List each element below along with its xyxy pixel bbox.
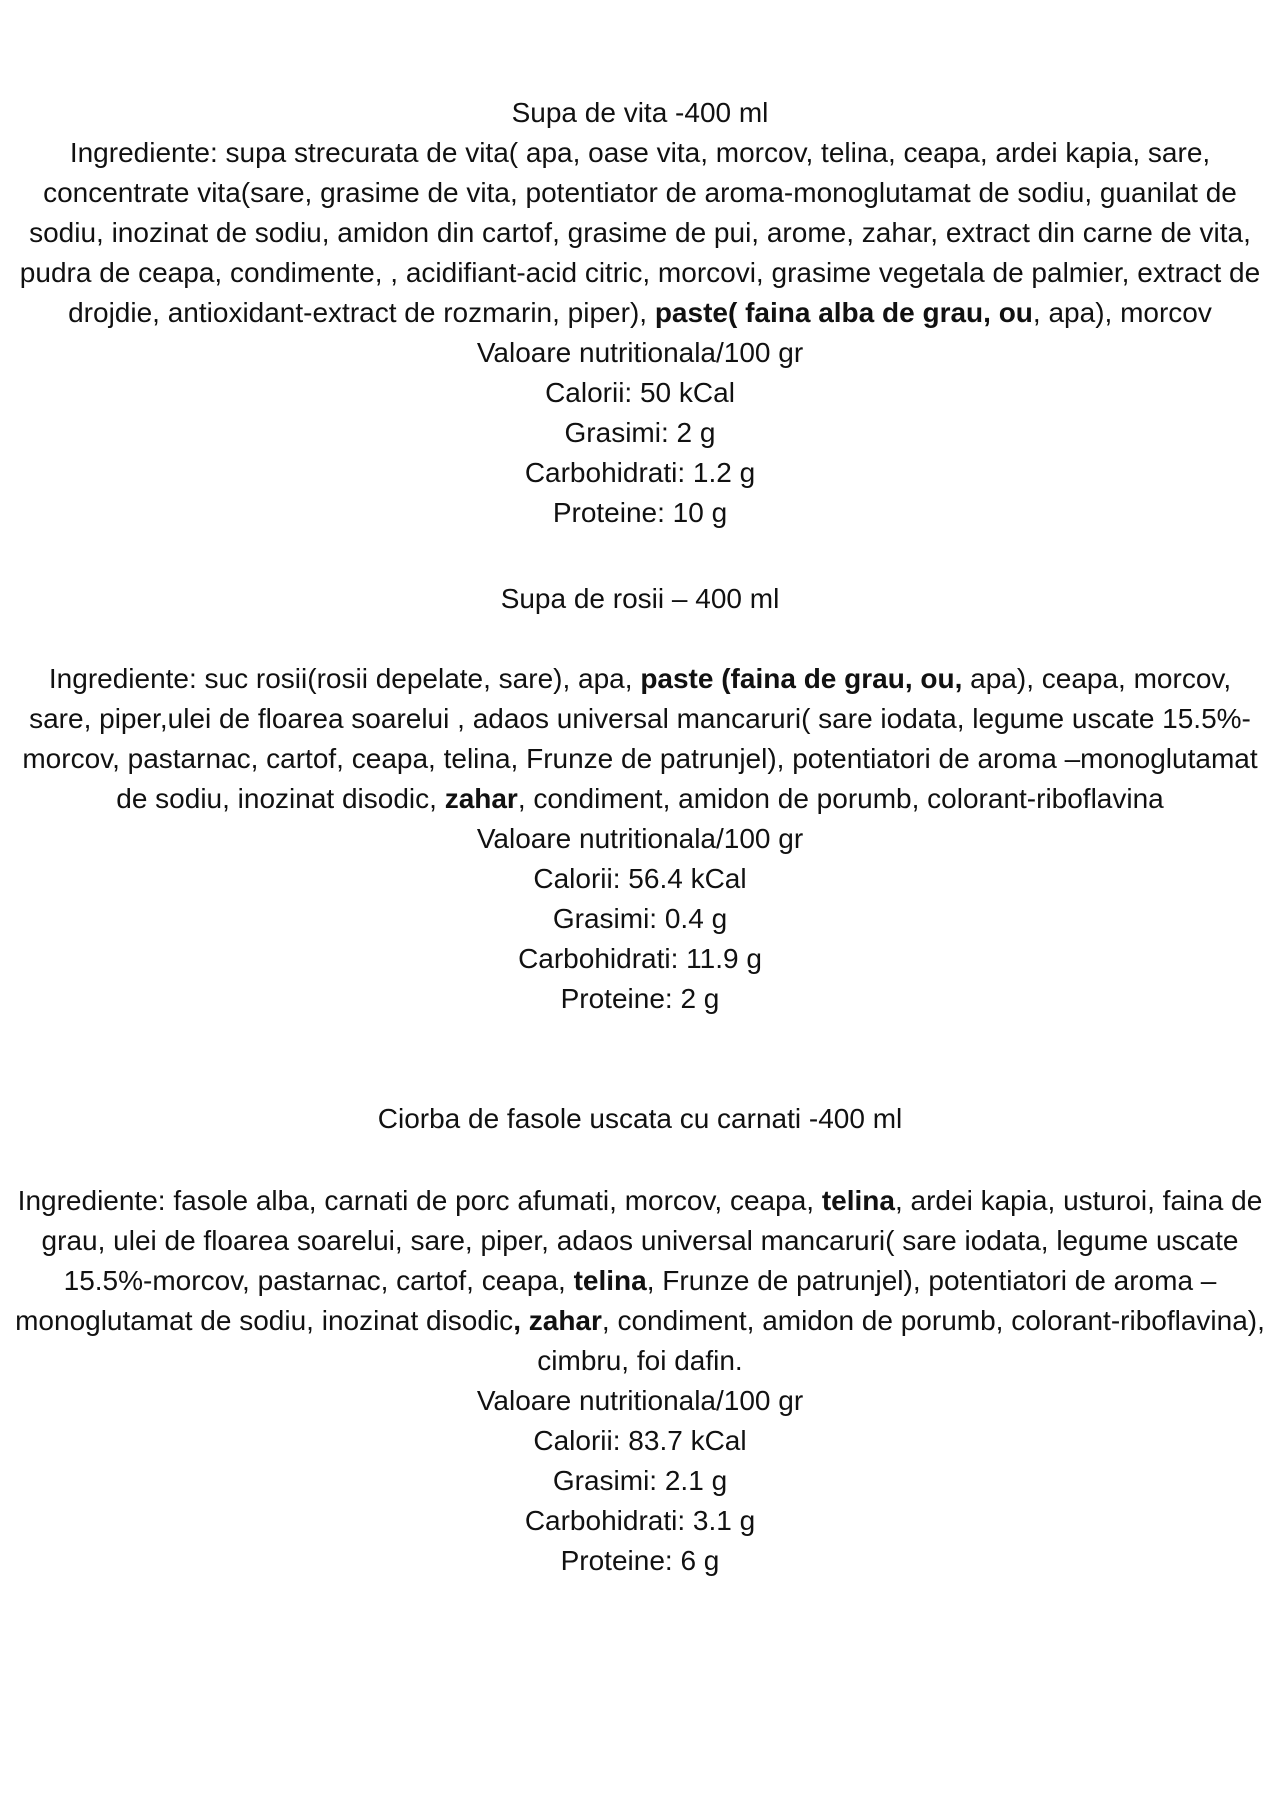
section-title: Supa de rosii – 400 ml xyxy=(500,583,780,614)
nutrition-line-calories: Calorii: 50 kCal xyxy=(545,377,735,408)
nutrition-line-fat: Grasimi: 2.1 g xyxy=(552,1465,728,1496)
nutrition-line-protein: Proteine: 2 g xyxy=(560,983,720,1014)
nutrition-header: Valoare nutritionala/100 gr xyxy=(476,1385,804,1416)
ingredients-paragraph: Ingrediente: supa strecurata de vita( apa, oase vita, morcov, telina, ceapa, ardei kapia, sare, concentrate vita(sare, grasime de vita, potentiator de aroma-monoglutamat de sodiu, guanilat de sodiu, inozinat de sodiu, amidon din cartof, grasime de pui, arome, zahar, extract din carne de vita, pudra de ceapa, condimente, , acidifiant-acid citric, morcovi, grasime vegetala de palmier, extract de drojdie, antioxidant-extract de rozmarin, piper), paste( faina alba de grau, ou, apa), morcov xyxy=(19,137,1261,328)
nutrition-header: Valoare nutritionala/100 gr xyxy=(476,823,804,854)
ingredients-paragraph: Ingrediente: fasole alba, carnati de porc afumati, morcov, ceapa, telina, ardei kapia, usturoi, faina de grau, ulei de floarea soarelui, sare, piper, adaos universal mancaruri( sare iodata, legume uscate 15.5%-morcov, pastarnac, cartof, ceapa, telina, Frunze de patrunjel), potentiatori de aroma –monoglutamat de sodiu, inozinat disodic, zahar, condiment, amidon de porumb, colorant-riboflavina), cimbru, foi dafin. xyxy=(15,1185,1265,1376)
ingredients-paragraph: Ingrediente: suc rosii(rosii depelate, sare), apa, paste (faina de grau, ou, apa), ceapa, morcov, sare, piper,ulei de floarea soarelui , adaos universal mancaruri( sare iodata, legume uscate 15.5%-morcov, pastarnac, cartof, ceapa, telina, Frunze de patrunjel), potentiatori de aroma –monoglutamat de sodiu, inozinat disodic, zahar, condiment, amidon de porumb, colorant-riboflavina xyxy=(22,663,1258,814)
nutrition-line-calories: Calorii: 56.4 kCal xyxy=(533,863,747,894)
nutrition-line-calories: Calorii: 83.7 kCal xyxy=(533,1425,747,1456)
nutrition-line-fat: Grasimi: 2 g xyxy=(564,417,716,448)
section-supa-de-vita xyxy=(15,93,1265,533)
nutrition-line-carbs: Carbohidrati: 1.2 g xyxy=(524,457,756,488)
nutrition-line-protein: Proteine: 10 g xyxy=(552,497,728,528)
nutrition-line-carbs: Carbohidrati: 11.9 g xyxy=(518,943,762,974)
nutrition-line-protein: Proteine: 6 g xyxy=(560,1545,720,1576)
section-supa-de-rosii xyxy=(15,579,1265,1019)
nutrition-line-carbs: Carbohidrati: 3.1 g xyxy=(524,1505,756,1536)
section-title: Ciorba de fasole uscata cu carnati -400 ml xyxy=(377,1103,903,1134)
section-ciorba-de-fasole xyxy=(15,1099,1265,1581)
section-title: Supa de vita -400 ml xyxy=(511,97,769,128)
nutrition-header: Valoare nutritionala/100 gr xyxy=(476,337,804,368)
nutrition-line-fat: Grasimi: 0.4 g xyxy=(552,903,728,934)
